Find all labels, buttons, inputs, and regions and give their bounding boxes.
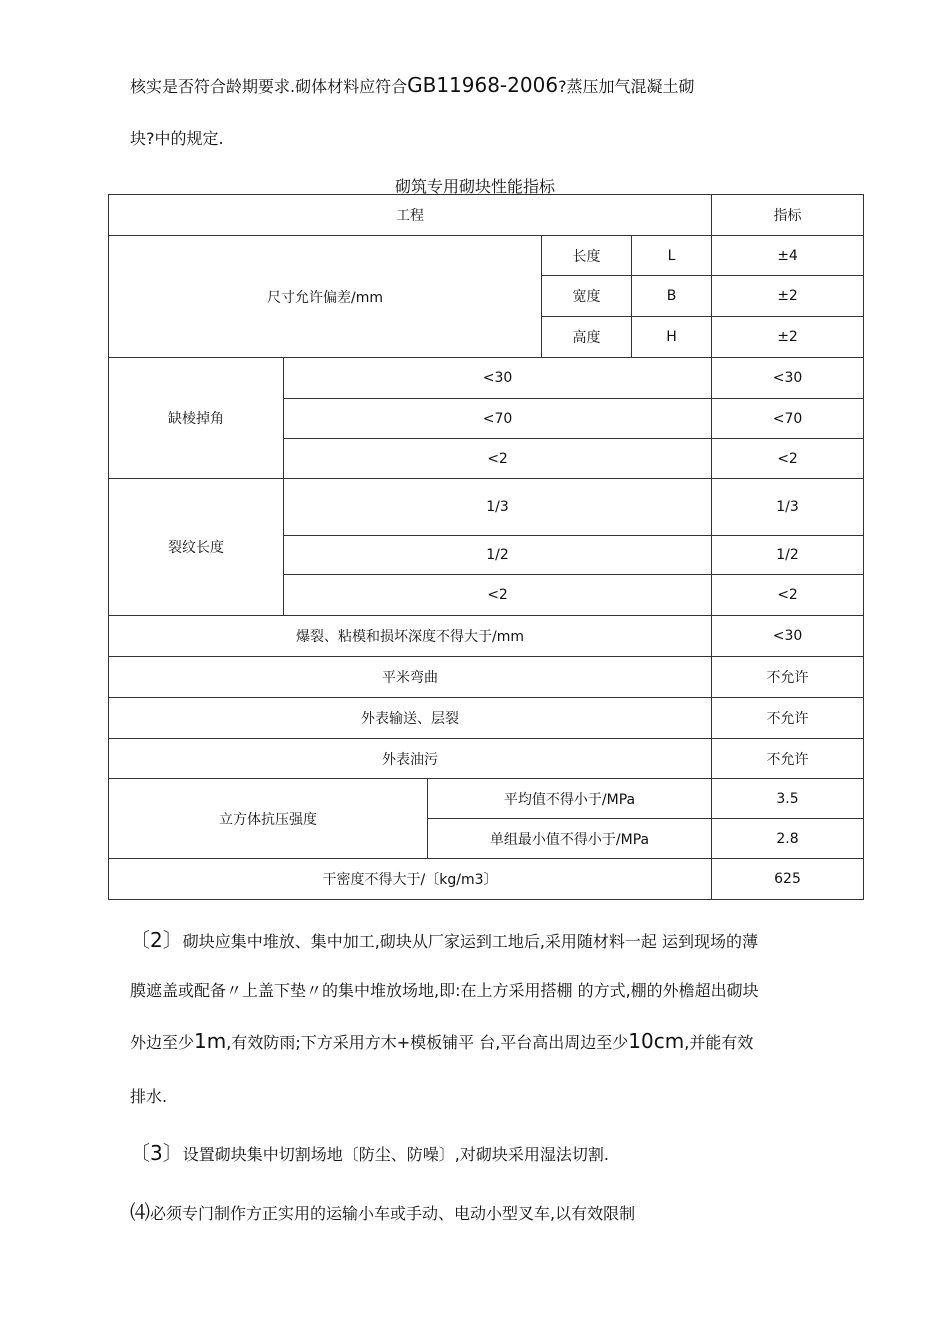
size-name: 宽度 [542,276,632,317]
strength-value: 2.8 [712,819,864,859]
crack-item: 1/2 [284,536,712,575]
intro-line-1: 核实是否符合龄期要求.砌体材料应符合GB11968-2006?蒸压加气混凝土砌 [130,73,695,97]
size-value: ±4 [712,236,864,276]
para3-number: 〔3〕 [130,1141,183,1165]
missing-corner-item: <70 [284,399,712,439]
crack-value: 1/2 [712,536,864,575]
size-name: 长度 [542,236,632,276]
intro-line-2: 块?中的规定. [130,129,224,148]
table-caption: 砌筑专用砌块性能指标 [394,177,555,196]
surface-oil-item: 外表油污 [109,739,712,779]
spec-table [108,194,864,900]
para2-line-1: 〔2〕砌块应集中堆放、集中加工,砌块从厂家运到工地后,采用随材料一起 运到现场的薄 [130,928,758,952]
strength-label: 立方体抗压强度 [109,779,428,859]
strength-item: 单组最小值不得小于/MPa [428,819,712,859]
missing-corner-value: <70 [712,399,864,439]
para2-line-2: 膜遮盖或配备〃上盖下垫〃的集中堆放场地,即:在上方采用搭棚 的方式,棚的外檐超出砌块 [130,981,759,1000]
size-symbol: L [632,236,712,276]
density-item: 干密度不得大于/〔kg/m3〕 [109,859,712,900]
crack-item: <2 [284,575,712,616]
para2-line-4: 排水. [130,1087,168,1106]
standard-code: GB11968-2006 [407,73,559,97]
para2-line-3: 外边至少1m,有效防雨;下方采用方木+模板铺平 台,平台高出周边至少10cm,并能有效 [130,1029,754,1053]
missing-corner-label: 缺棱掉角 [109,358,284,479]
para2-number: 〔2〕 [130,928,183,952]
crack-value: <2 [712,575,864,616]
strength-item: 平均值不得小于/MPa [428,779,712,819]
size-symbol: B [632,276,712,317]
para3-line: 〔3〕设置砌块集中切割场地〔防尘、防噪〕,对砌块采用湿法切割. [130,1141,609,1165]
surface-layer-item: 外表输送、层裂 [109,698,712,739]
size-value: ±2 [712,317,864,358]
para4-line: ⑷必须专门制作方正实用的运输小车或手动、电动小型叉车,以有效限制 [130,1200,636,1224]
missing-corner-value: <30 [712,358,864,399]
missing-corner-value: <2 [712,439,864,479]
crack-item: 1/3 [284,479,712,536]
density-value: 625 [712,859,864,900]
size-name: 高度 [542,317,632,358]
surface-oil-value: 不允许 [712,739,864,779]
crack-length-label: 裂纹长度 [109,479,284,616]
size-symbol: H [632,317,712,358]
strength-value: 3.5 [712,779,864,819]
header-item: 工程 [109,195,712,236]
missing-corner-item: <30 [284,358,712,399]
crack-value: 1/3 [712,479,864,536]
flat-bending-value: 不允许 [712,657,864,698]
missing-corner-item: <2 [284,439,712,479]
surface-layer-value: 不允许 [712,698,864,739]
size-dev-label: 尺寸允许偏差/mm [109,236,542,358]
para4-number: ⑷ [130,1200,150,1224]
burst-depth-value: <30 [712,616,864,657]
size-value: ±2 [712,276,864,317]
header-index: 指标 [712,195,864,236]
flat-bending-item: 平米弯曲 [109,657,712,698]
burst-depth-item: 爆裂、粘模和损坏深度不得大于/mm [109,616,712,657]
